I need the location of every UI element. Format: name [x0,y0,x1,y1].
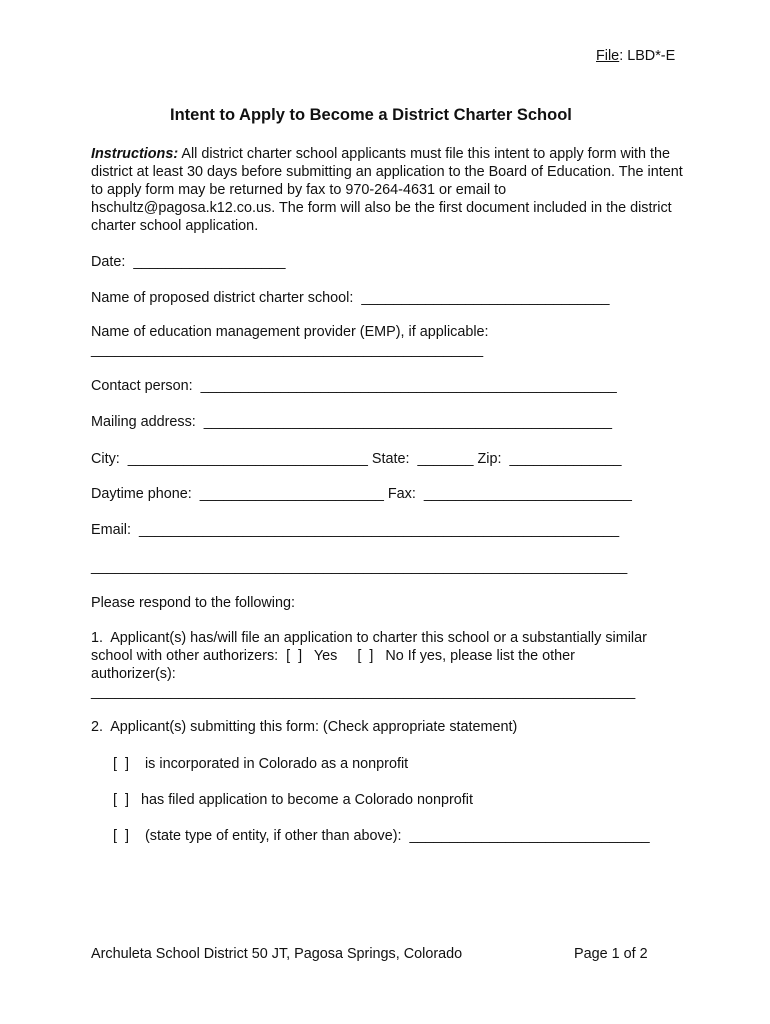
contact-person-field[interactable]: Contact person: ____________________________________________________ [91,378,617,394]
phone-fax-field[interactable]: Daytime phone: _______________________ Fax: __________________________ [91,486,632,502]
checkbox-other-entity[interactable]: [ ] (state type of entity, if other than above): ______________________________ [113,828,650,844]
question-1-answer-field[interactable]: ____________________________________________________________________ [91,684,636,700]
mailing-address-field[interactable]: Mailing address: ___________________________________________________ [91,414,612,430]
footer-page-number: Page 1 of 2 [574,946,648,962]
page-title: Intent to Apply to Become a District Charter School [170,106,572,124]
email-field[interactable]: Email: ____________________________________________________________ [91,522,620,538]
file-reference [596,47,675,65]
instructions-label: Instructions: [91,146,179,162]
question-1-line-3: authorizer(s): [91,666,176,682]
checkbox-nonprofit[interactable]: [ ] is incorporated in Colorado as a nonprofit [113,756,409,772]
checkbox-filed-nonprofit[interactable]: [ ] has filed application to become a Colorado nonprofit [113,792,473,808]
question-2: 2. Applicant(s) submitting this form: (Check appropriate statement) [91,719,518,735]
instructions [91,145,691,235]
emp-label: Name of education management provider (EMP), if applicable: [91,324,489,340]
school-name-field[interactable]: Name of proposed district charter school: _______________________________ [91,290,610,306]
question-1-line-1: 1. Applicant(s) has/will file an application to charter this school or a substantially similar [91,630,647,646]
file-label: File [596,48,620,64]
question-1-line-2[interactable]: school with other authorizers: [ ] Yes [ ] No If yes, please list the other [91,648,575,664]
instructions-text: All district charter school applicants must file this intent to apply form with the district at least 30 days before submitting an application to the Board of Education. The intent to apply form may be returned by fax to 970-264-4631 or email to hschultz@pagosa.k12.co.us. The form will also be the first document included in the district charter school application. [91,146,683,234]
date-field[interactable]: Date: ___________________ [91,254,286,270]
emp-field[interactable]: _________________________________________________ [91,342,484,358]
questions-intro: Please respond to the following: [91,595,295,611]
footer-district: Archuleta School District 50 JT, Pagosa Springs, Colorado [91,946,463,962]
city-state-zip-field[interactable]: City: ______________________________ State: _______ Zip: ______________ [91,451,622,467]
email-field-continued[interactable]: ___________________________________________________________________ [91,559,628,575]
file-code: : LBD*-E [619,48,676,64]
